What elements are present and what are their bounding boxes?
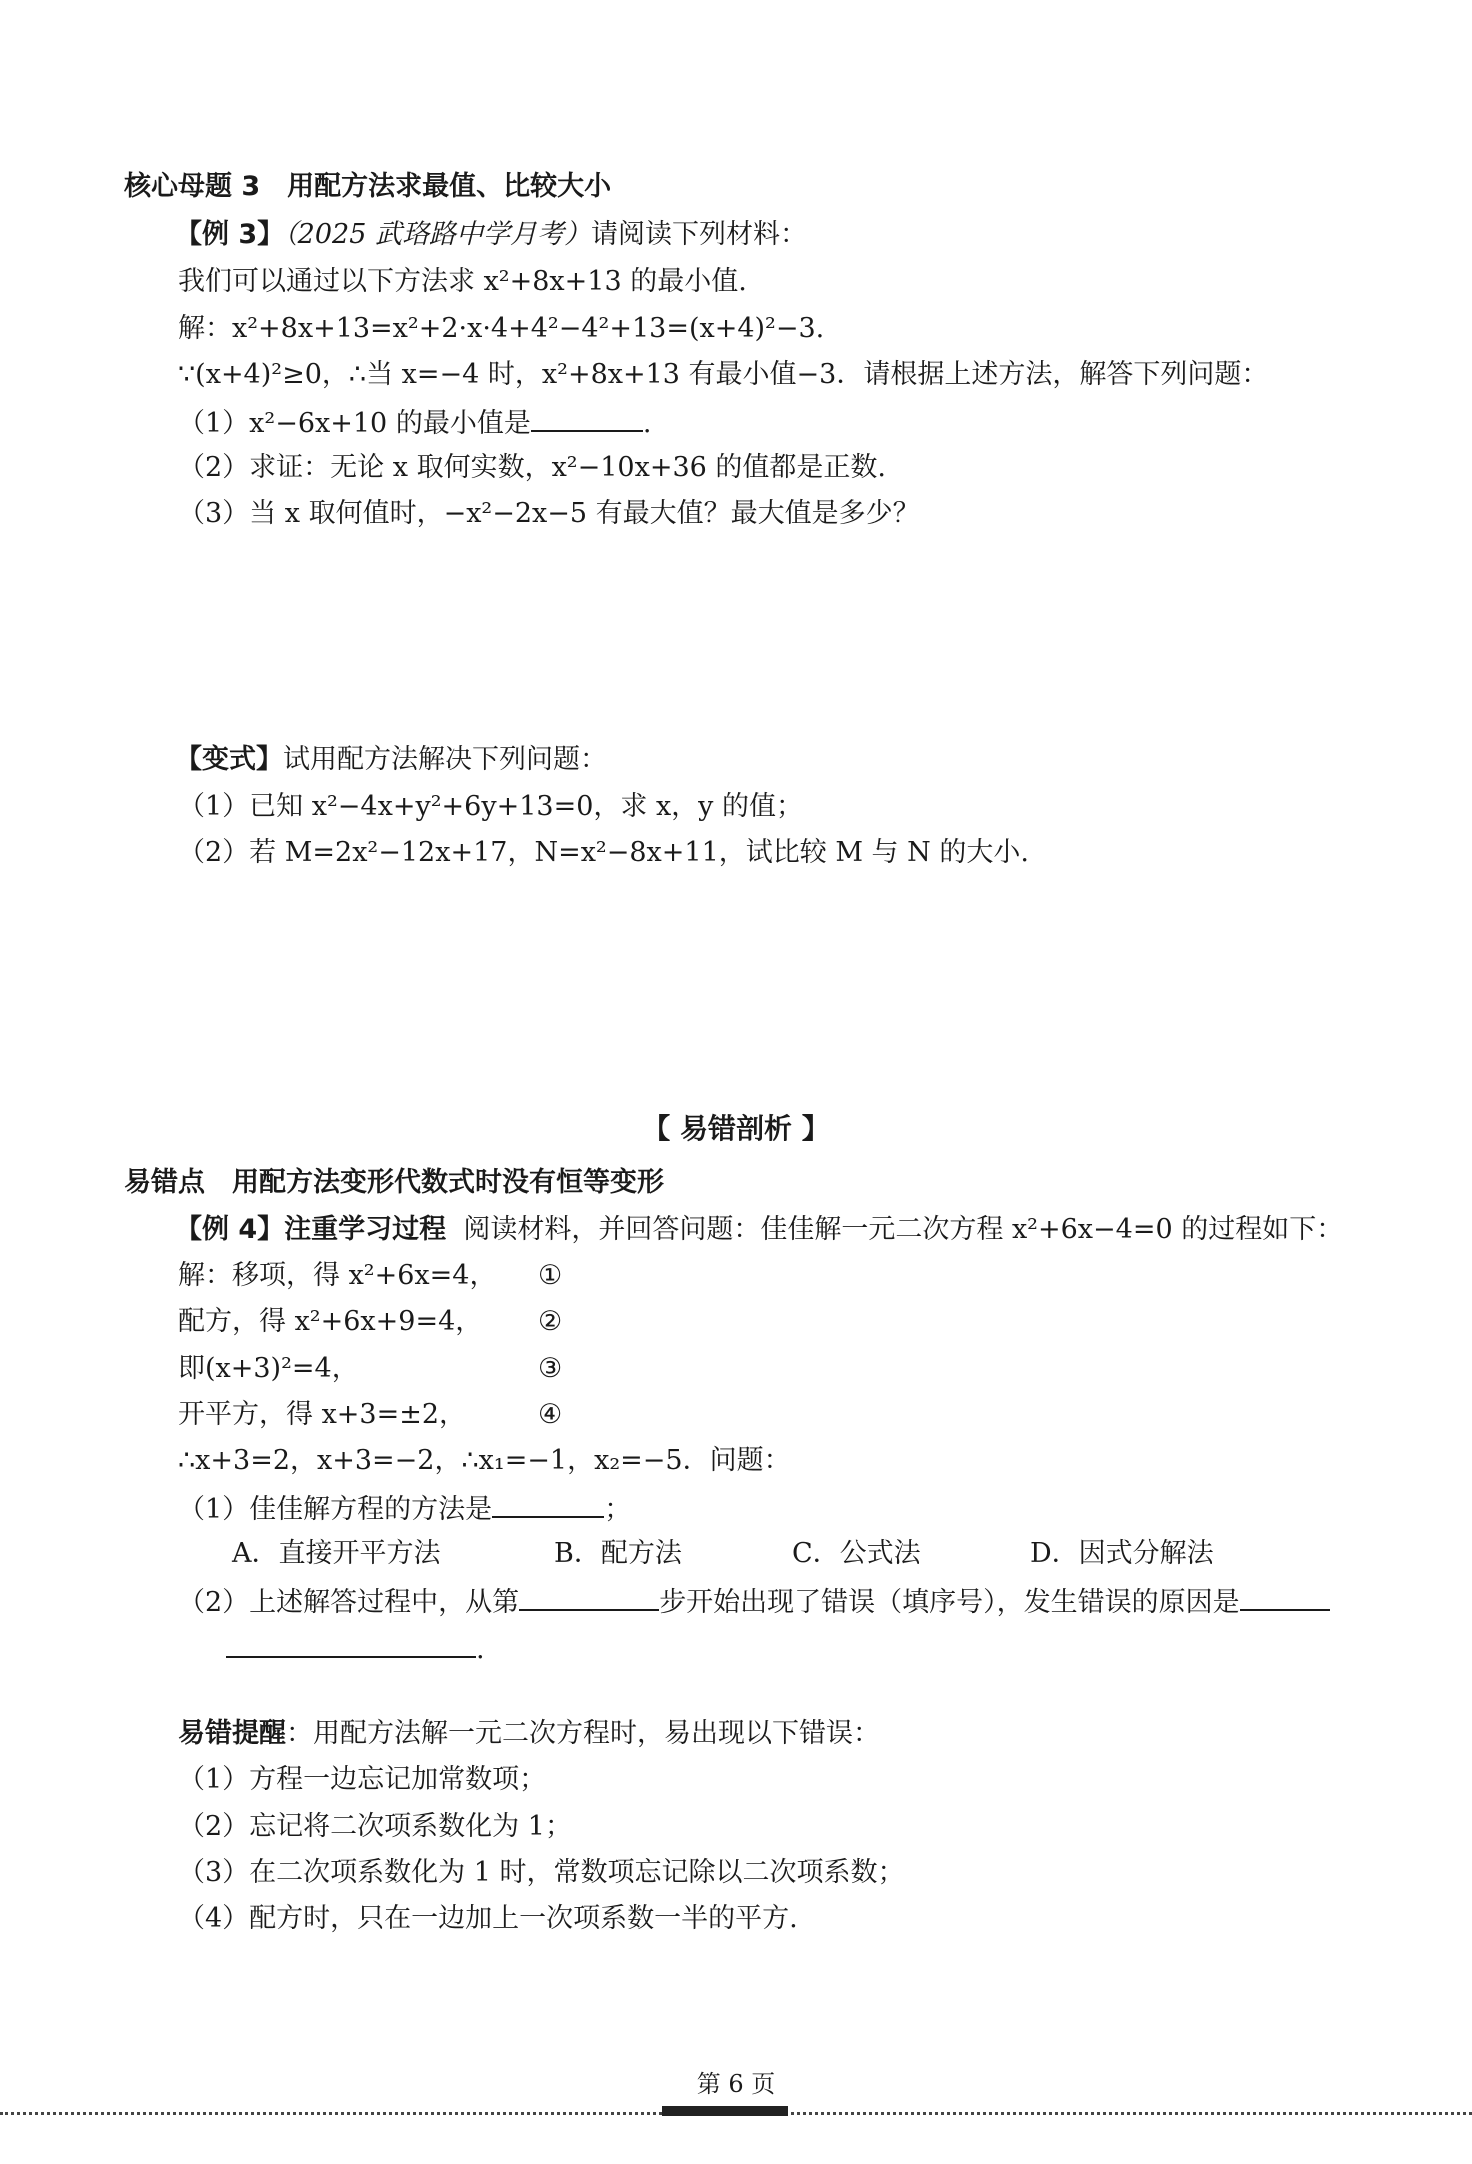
- example3-question-1: [178, 404, 651, 441]
- solution-step-3: [178, 1352, 562, 1386]
- example4-question-2: [178, 1583, 1330, 1620]
- error-reminder: [178, 1717, 880, 1751]
- example3-question-2: （2）求证：无论 x 取何实数，x²−10x+36 的值都是正数.: [178, 452, 886, 483]
- page-number: 第 6 页: [696, 2070, 776, 2098]
- reminder-item: （4）配方时，只在一边加上一次项系数一半的平方.: [178, 1903, 798, 1934]
- answer-blank-reason-cont[interactable]: [226, 1630, 476, 1658]
- solution-conclusion: ∴x+3=2，x+3=−2，∴x₁=−1，x₂=−5．问题：: [178, 1445, 791, 1476]
- variant-question-2: （2）若 M=2x²−12x+17，N=x²−8x+11，试比较 M 与 N 的大小.: [178, 837, 1029, 868]
- answer-options: [232, 1537, 1214, 1571]
- step-text: 解：移项，得 x²+6x=4，: [178, 1260, 497, 1291]
- section-title: 核心母题 3 用配方法求最值、比较大小: [124, 171, 612, 202]
- question-suffix: .: [642, 408, 652, 439]
- solution-step-1: [178, 1259, 562, 1293]
- question-text: （1）x²−6x+10 的最小值是: [178, 408, 531, 439]
- variant-question-1: （1）已知 x²−4x+y²+6y+13=0，求 x，y 的值；: [178, 791, 804, 822]
- option-c[interactable]: C．公式法: [792, 1538, 921, 1569]
- answer-blank-reason[interactable]: [1240, 1583, 1330, 1611]
- solution-step-4: [178, 1398, 562, 1432]
- step-text: 开平方，得 x+3=±2，: [178, 1399, 467, 1430]
- step-mark: ③: [538, 1353, 563, 1384]
- example4-question-1: [178, 1490, 631, 1527]
- step-text: 即(x+3)²=4，: [178, 1353, 359, 1384]
- variant-header: [175, 743, 607, 777]
- reminder-intro: ：用配方法解一元二次方程时，易出现以下错误：: [286, 1718, 880, 1749]
- example4-header: [175, 1213, 1343, 1247]
- question-text: （1）佳佳解方程的方法是: [178, 1494, 493, 1525]
- question-text: （2）上述解答过程中，从第: [178, 1587, 520, 1618]
- answer-blank[interactable]: [531, 404, 643, 432]
- answer-blank-step[interactable]: [519, 1583, 659, 1611]
- material-line-3: ∵(x+4)²≥0，∴当 x=−4 时，x²+8x+13 有最小值−3．请根据上述方法，解答下列问题：: [178, 359, 1269, 390]
- material-line-1: 我们可以通过以下方法求 x²+8x+13 的最小值.: [178, 266, 747, 297]
- reminder-item: （3）在二次项系数化为 1 时，常数项忘记除以二次项系数；: [178, 1857, 905, 1888]
- option-b[interactable]: B．配方法: [554, 1538, 682, 1569]
- footer-bar: [662, 2106, 788, 2116]
- step-mark: ④: [538, 1399, 563, 1430]
- variant-tag: 【变式】: [175, 744, 283, 775]
- example4-question-2-continued: [226, 1630, 485, 1667]
- example3-tag: 【例 3】: [175, 219, 285, 250]
- example4-tag: 【例 4】注重学习过程: [175, 1214, 447, 1245]
- step-text: 配方，得 x²+6x+9=4，: [178, 1306, 483, 1337]
- example3-question-3: （3）当 x 取何值时，−x²−2x−5 有最大值？最大值是多少？: [178, 498, 920, 529]
- example3-header: [175, 218, 807, 252]
- answer-blank[interactable]: [492, 1490, 604, 1518]
- option-a[interactable]: A．直接开平方法: [232, 1538, 441, 1569]
- solution-step-2: [178, 1305, 562, 1339]
- question-suffix: ；: [604, 1494, 632, 1525]
- errors-section-heading: 【 易错剖析 】: [642, 1112, 830, 1145]
- step-mark: ①: [538, 1260, 563, 1291]
- example3-source: （2025 武珞路中学月考）: [284, 219, 591, 250]
- example3-intro: 请阅读下列材料：: [590, 219, 807, 250]
- option-d[interactable]: D．因式分解法: [1030, 1538, 1214, 1569]
- errors-section-title: 易错点 用配方法变形代数式时没有恒等变形: [124, 1167, 664, 1198]
- reminder-item: （1）方程一边忘记加常数项；: [178, 1764, 547, 1795]
- question-middle: 步开始出现了错误（填序号），发生错误的原因是: [659, 1587, 1240, 1618]
- reminder-item: （2）忘记将二次项系数化为 1；: [178, 1811, 572, 1842]
- step-mark: ②: [538, 1306, 563, 1337]
- example4-intro: 阅读材料，并回答问题：佳佳解一元二次方程 x²+6x−4=0 的过程如下：: [463, 1214, 1344, 1245]
- question-suffix: .: [476, 1634, 485, 1665]
- variant-intro: 试用配方法解决下列问题：: [283, 744, 607, 775]
- material-line-2: 解：x²+8x+13=x²+2·x·4+4²−4²+13=(x+4)²−3.: [178, 313, 825, 344]
- reminder-label: 易错提醒: [178, 1718, 286, 1749]
